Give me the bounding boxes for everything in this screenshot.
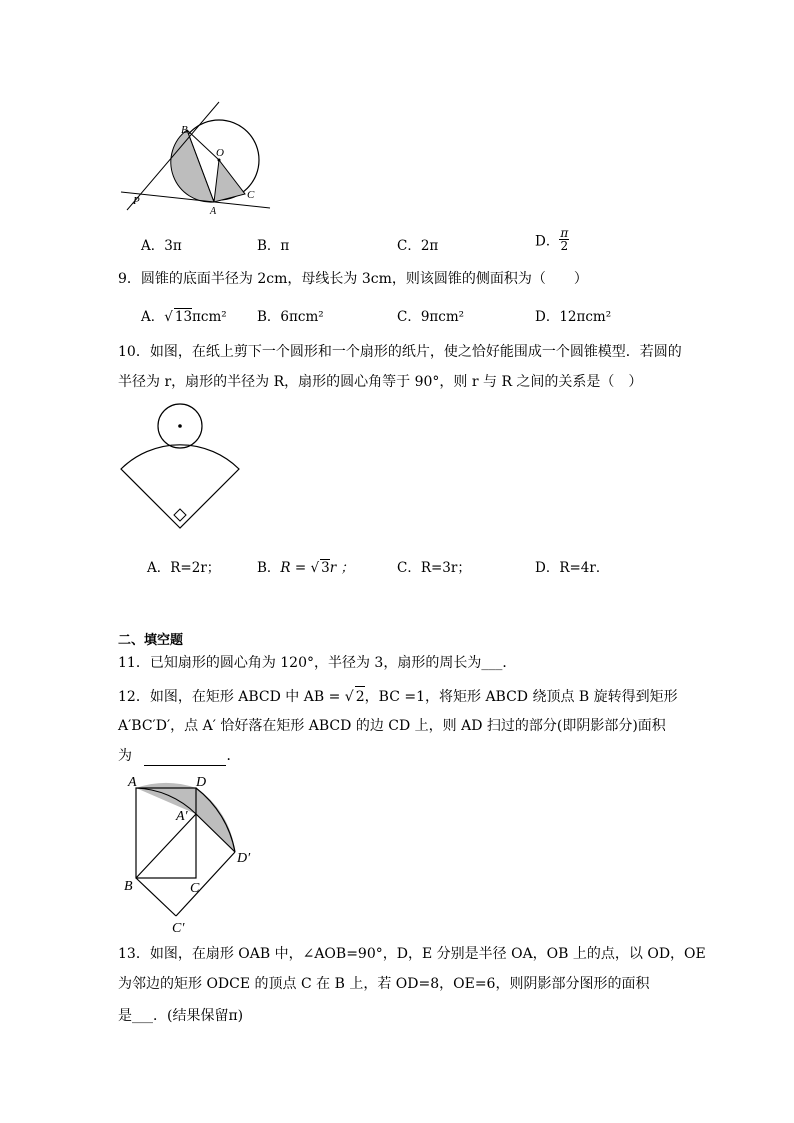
- q8-d-denominator: 2: [560, 239, 569, 253]
- q10-b-rhs: r ；: [329, 560, 354, 576]
- q9-a-unit: πcm²: [192, 309, 227, 325]
- q10-b-prefix: B．: [257, 560, 281, 576]
- q10-option-c: C．R=3r；: [397, 560, 471, 576]
- q8-label-b: B: [181, 124, 188, 136]
- q12-label-a: A: [128, 775, 137, 790]
- q10-option-a: A．R=2r；: [147, 560, 221, 576]
- q10-stem-line2: 半径为 r，扇形的半径为 R，扇形的圆心角等于 90°，则 r 与 R 之间的关系是（ ）: [118, 374, 643, 390]
- q10-b-radicand: 3: [321, 560, 330, 576]
- q12-part1: 12．如图，在矩形 ABCD 中 AB =: [118, 689, 341, 705]
- q9-option-d: D．12πcm²: [535, 309, 612, 325]
- q8-shaded-triangle: [214, 160, 245, 202]
- q12-radicand: 2: [355, 686, 365, 707]
- q8-label-o: O: [216, 147, 224, 159]
- q8-option-b: B．π: [257, 238, 290, 254]
- q12-stem-line2: A′BC′D′，点 A′ 恰好落在矩形 ABCD 的边 CD 上，则 AD 扫过的部分(即阴影部分)面积: [118, 718, 666, 734]
- q9-option-a: A．√ 13πcm²: [141, 309, 227, 325]
- q10-figure: [115, 403, 250, 533]
- q9-stem: 9．圆锥的底面半径为 2cm，母线长为 3cm，则该圆锥的侧面积为（ ）: [118, 271, 588, 287]
- q12-label-b: B: [124, 879, 133, 894]
- q8-label-p: P: [133, 195, 140, 207]
- q8-figure: [115, 98, 275, 218]
- q10-option-b: B．R = √ 3r ；: [257, 560, 354, 576]
- section-title-fill-in: 二、填空题: [118, 633, 184, 648]
- q8-label-a: A: [210, 206, 217, 217]
- q10-option-d: D．R=4r．: [535, 560, 610, 576]
- q13-stem-line1: 13．如图，在扇形 OAB 中，∠AOB=90°，D，E 分别是半径 OA，OB 上的点，以 OD，OE: [118, 946, 706, 962]
- q8-option-d-fraction: [559, 227, 569, 252]
- q9-a-radicand: 13: [174, 309, 193, 325]
- q8-d-numerator: π: [560, 226, 569, 240]
- q12-line3-suffix: ．: [226, 748, 241, 764]
- q9-option-b: B．6πcm²: [257, 309, 324, 325]
- q8-option-c: C．2π: [397, 238, 439, 254]
- q12-part2: ，BC =1，将矩形 ABCD 绕顶点 B 旋转得到矩形: [364, 689, 678, 705]
- q10-stem-line1: 10．如图，在纸上剪下一个圆形和一个扇形的纸片，使之恰好能围成一个圆锥模型．若圆的: [118, 344, 682, 360]
- q12-figure: [120, 770, 270, 935]
- q11-stem: 11．已知扇形的圆心角为 120°，半径为 3，扇形的周长为___．: [118, 655, 517, 671]
- q10-sector: [121, 445, 239, 528]
- q12-label-c: C: [190, 881, 200, 896]
- q12-stem-line1: 12．如图，在矩形 ABCD 中 AB = √ 2，BC =1，将矩形 ABCD 绕顶点 B 旋转得到矩形: [118, 686, 678, 707]
- q10-b-lhs: R =: [280, 560, 307, 576]
- q12-answer-blank[interactable]: [144, 749, 226, 766]
- q12-label-a-prime: A′: [176, 809, 188, 824]
- q8-option-a: A．3π: [141, 238, 182, 254]
- q9-a-prefix: A．: [141, 309, 165, 325]
- q8-option-d: [535, 227, 569, 252]
- q13-stem-line2: 为邻边的矩形 ODCE 的顶点 C 在 B 上，若 OD=8，OE=6，则阴影部分图形的面积: [118, 976, 650, 992]
- q12-stem-line3: [118, 746, 240, 766]
- q8-shaded-segment-left: [171, 130, 214, 202]
- q9-option-c: C．9πcm²: [397, 309, 465, 325]
- q13-stem-line3: 是___．(结果保留π): [118, 1008, 244, 1024]
- q12-label-c-prime: C′: [172, 921, 185, 935]
- q8-option-d-prefix: D．: [535, 233, 560, 250]
- q8-label-c: C: [247, 189, 255, 201]
- q12-line3-prefix: 为: [118, 748, 132, 764]
- q12-label-d: D: [196, 775, 207, 790]
- q12-label-d-prime: D′: [237, 851, 251, 866]
